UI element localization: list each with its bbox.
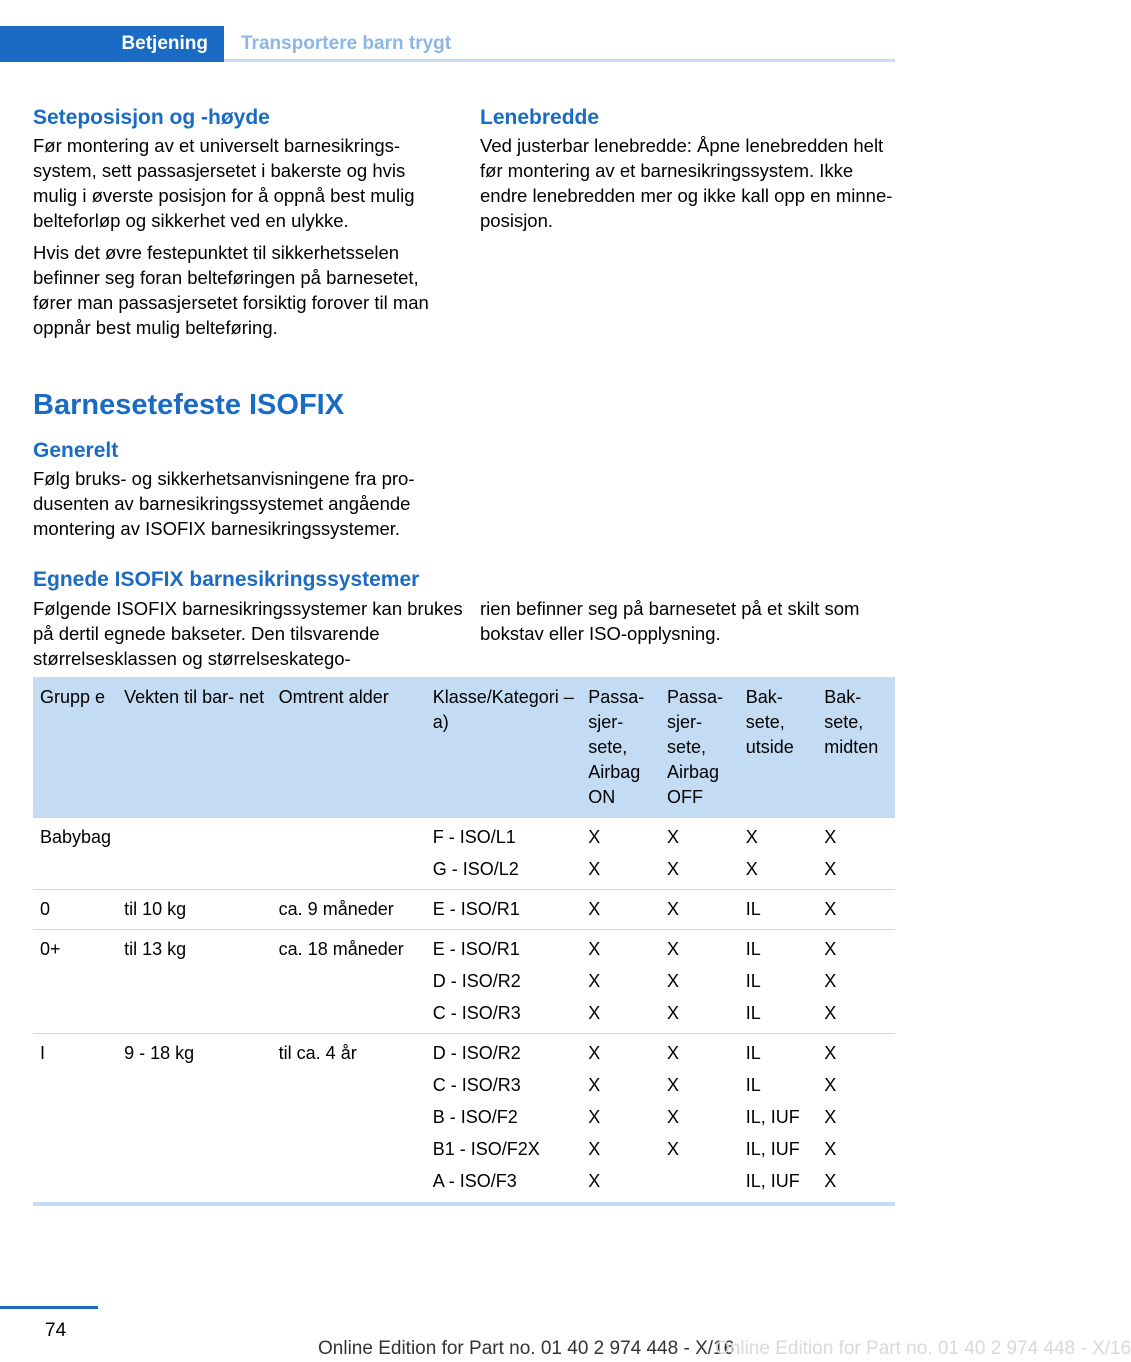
cell-line: X bbox=[824, 899, 837, 919]
cell-line: X bbox=[824, 1003, 837, 1023]
table-row bbox=[33, 818, 895, 890]
cell-line: B - ISO/F2 bbox=[432, 1107, 518, 1127]
cell-line: X bbox=[824, 1075, 837, 1095]
cell-line: X bbox=[588, 899, 601, 919]
cell-line: X bbox=[667, 827, 680, 847]
cell-vekt: 9 - 18 kg bbox=[117, 1034, 272, 1205]
page-number: 74 bbox=[45, 1320, 67, 1341]
cell-line: X bbox=[824, 1139, 837, 1159]
cell-line: X bbox=[667, 1003, 680, 1023]
header-baksete-midten: Bak‐ sete, midten bbox=[817, 677, 895, 818]
cell-airbag-on bbox=[581, 1034, 660, 1205]
cell-gruppe: I bbox=[33, 1034, 117, 1205]
table-header-row bbox=[33, 677, 895, 818]
cell-airbag-on bbox=[581, 890, 660, 930]
page-number-bar bbox=[0, 1306, 98, 1309]
cell-line: G - ISO/L2 bbox=[432, 859, 519, 879]
cell-vekt: til 10 kg bbox=[117, 890, 272, 930]
generelt-section bbox=[33, 436, 453, 548]
cell-midten bbox=[817, 1034, 895, 1205]
cell-line: X bbox=[588, 939, 601, 959]
cell-alder: til ca. 4 år bbox=[272, 1034, 426, 1205]
cell-line: IL bbox=[745, 939, 761, 959]
header-tabbar bbox=[0, 26, 895, 62]
cell-airbag-off bbox=[660, 930, 739, 1034]
cell-line: X bbox=[588, 1075, 601, 1095]
cell-line: E - ISO/R1 bbox=[432, 899, 520, 919]
seteposisjon-section bbox=[33, 103, 453, 347]
cell-line: X bbox=[667, 1075, 680, 1095]
cell-klasse bbox=[426, 818, 582, 890]
cell-midten bbox=[817, 930, 895, 1034]
cell-line: B1 - ISO/F2X bbox=[432, 1139, 540, 1159]
egnede-paragraph-left: Følgende ISOFIX barnesikringssystemer kan brukes på dertil egnede bakseter. Den tilsvarende størrelsesklassen og størrelseskatego‐ bbox=[33, 598, 463, 669]
watermark: Online Edition for Part no. 01 40 2 974 448 - X/16 bbox=[715, 1338, 1131, 1359]
cell-vekt bbox=[117, 818, 272, 890]
header-alder: Omtrent alder bbox=[272, 677, 426, 818]
seteposisjon-paragraph-1: Før montering av et universelt barnesikringssystem, sett passasjersetet i bakerste og hvis mulig i øverste posisjon for å oppnå best mulig belteforløp og sikkerhet ved en ulykke. bbox=[33, 135, 415, 231]
cell-utside bbox=[739, 930, 818, 1034]
cell-airbag-off bbox=[660, 1034, 739, 1205]
cell-line: X bbox=[745, 859, 758, 879]
cell-utside bbox=[739, 890, 818, 930]
cell-line: IL bbox=[745, 1003, 761, 1023]
tab-betjening[interactable]: Betjening bbox=[0, 26, 224, 62]
cell-gruppe: 0+ bbox=[33, 930, 117, 1034]
table-row bbox=[33, 1034, 895, 1205]
cell-line: X bbox=[824, 1043, 837, 1063]
cell-alder: ca. 9 måneder bbox=[272, 890, 426, 930]
cell-line: X bbox=[824, 827, 837, 847]
cell-line: X bbox=[667, 899, 680, 919]
cell-line: IL bbox=[745, 1043, 761, 1063]
cell-airbag-off bbox=[660, 890, 739, 930]
cell-airbag-on bbox=[581, 930, 660, 1034]
cell-gruppe: 0 bbox=[33, 890, 117, 930]
isofix-table bbox=[33, 677, 895, 1206]
cell-line: C - ISO/R3 bbox=[432, 1075, 521, 1095]
cell-line: IL, IUF bbox=[745, 1171, 800, 1191]
cell-line: X bbox=[824, 1171, 837, 1191]
cell-line: X bbox=[667, 1107, 680, 1127]
seteposisjon-paragraph-2: Hvis det øvre festepunktet til sikkerhetsselen befinner seg foran belteføringen på barnesetet, fører man passasjersetet forsiktig forover til man oppnår best mulig belteføring. bbox=[33, 242, 429, 338]
cell-line: X bbox=[824, 1107, 837, 1127]
cell-line: X bbox=[588, 1043, 601, 1063]
table-row bbox=[33, 930, 895, 1034]
cell-gruppe: Babybag bbox=[33, 818, 117, 890]
cell-alder: ca. 18 måneder bbox=[272, 930, 426, 1034]
cell-line: X bbox=[745, 827, 758, 847]
cell-line: X bbox=[667, 1043, 680, 1063]
cell-line bbox=[667, 1169, 733, 1194]
cell-klasse bbox=[426, 890, 582, 930]
cell-line: IL, IUF bbox=[745, 1107, 800, 1127]
cell-alder bbox=[272, 818, 426, 890]
cell-line: X bbox=[588, 1107, 601, 1127]
cell-klasse bbox=[426, 930, 582, 1034]
cell-line: F - ISO/L1 bbox=[432, 827, 516, 847]
cell-line: X bbox=[667, 971, 680, 991]
cell-line: X bbox=[588, 1139, 601, 1159]
cell-line: IL, IUF bbox=[745, 1139, 800, 1159]
egnede-paragraph-right: rien befinner seg på barnesetet på et skilt som bokstav eller ISO-opplysning. bbox=[480, 598, 860, 644]
cell-line: X bbox=[667, 1139, 680, 1159]
seteposisjon-title: Seteposisjon og -høyde bbox=[33, 106, 270, 129]
generelt-paragraph: Følg bruks- og sikkerhetsanvisningene fra produsenten av barnesikringssystemet angående montering av ISOFIX barnesikringssystemer. bbox=[33, 468, 415, 539]
lenebredde-title: Lenebredde bbox=[480, 106, 600, 129]
cell-line: X bbox=[667, 939, 680, 959]
cell-line: IL bbox=[745, 1075, 761, 1095]
egnede-title: Egnede ISOFIX barnesikringssystemer bbox=[33, 568, 420, 591]
cell-line: X bbox=[588, 971, 601, 991]
header-vekt: Vekten til bar‐ net bbox=[117, 677, 272, 818]
header-klasse: Klasse/Kategori – a) bbox=[426, 677, 582, 818]
cell-line: A - ISO/F3 bbox=[432, 1171, 517, 1191]
lenebredde-paragraph: Ved justerbar lenebredde: Åpne lenebredden helt før montering av et barnesikringssystem. Ikke endre lenebredden mer og ikke kall opp en minne-posisjon. bbox=[480, 135, 893, 231]
lenebredde-section bbox=[480, 103, 895, 240]
cell-line: D - ISO/R2 bbox=[432, 1043, 521, 1063]
cell-line: X bbox=[667, 859, 680, 879]
generelt-title: Generelt bbox=[33, 439, 119, 462]
cell-line: X bbox=[588, 827, 601, 847]
cell-line: X bbox=[588, 1003, 601, 1023]
edition-footer: Online Edition for Part no. 01 40 2 974 448 - X/16 bbox=[318, 1338, 735, 1359]
cell-line: X bbox=[588, 859, 601, 879]
cell-line: E - ISO/R1 bbox=[432, 939, 520, 959]
header-airbag-on: Passa‐ sjer‐ sete, Airbag ON bbox=[581, 677, 660, 818]
cell-line: C - ISO/R3 bbox=[432, 1003, 521, 1023]
table-row bbox=[33, 890, 895, 930]
cell-line: IL bbox=[745, 971, 761, 991]
tab-transportere-barn-trygt[interactable]: Transportere barn trygt bbox=[241, 33, 452, 54]
cell-airbag-off bbox=[660, 818, 739, 890]
cell-line: D - ISO/R2 bbox=[432, 971, 521, 991]
cell-vekt: til 13 kg bbox=[117, 930, 272, 1034]
header-gruppe: Grupp e bbox=[33, 677, 117, 818]
cell-line: X bbox=[824, 859, 837, 879]
isofix-title: Barnesetefeste ISOFIX bbox=[33, 389, 345, 421]
header-baksete-utside: Bak‐ sete, utside bbox=[739, 677, 818, 818]
cell-midten bbox=[817, 890, 895, 930]
cell-line: X bbox=[824, 971, 837, 991]
cell-klasse bbox=[426, 1034, 582, 1205]
cell-line: X bbox=[824, 939, 837, 959]
cell-midten bbox=[817, 818, 895, 890]
cell-airbag-on bbox=[581, 818, 660, 890]
header-airbag-off: Passa‐ sjer‐ sete, Airbag OFF bbox=[660, 677, 739, 818]
cell-line: X bbox=[588, 1171, 601, 1191]
cell-utside bbox=[739, 818, 818, 890]
cell-utside bbox=[739, 1034, 818, 1205]
cell-line: IL bbox=[745, 899, 761, 919]
